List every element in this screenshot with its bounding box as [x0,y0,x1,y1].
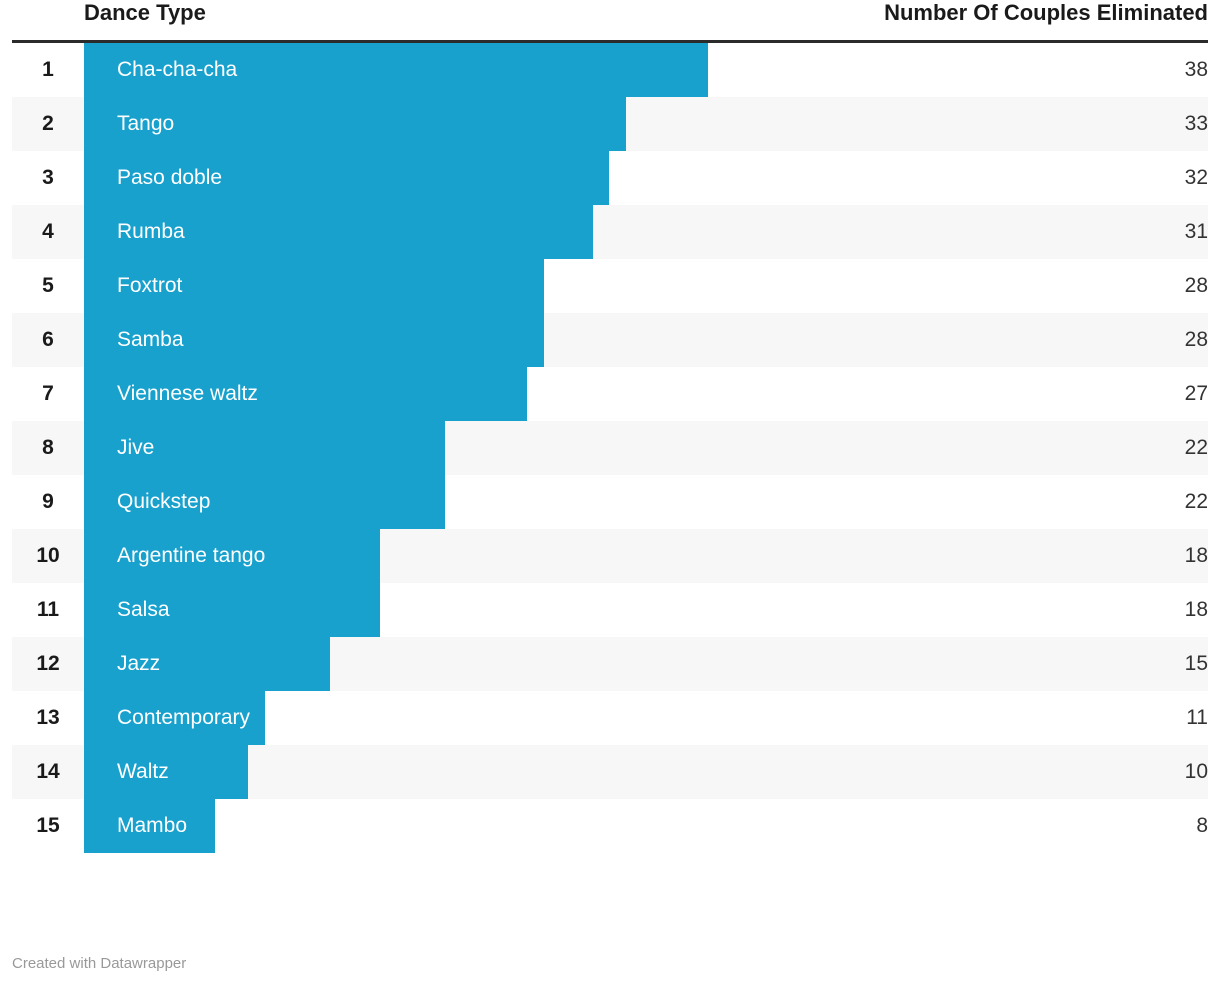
row-value: 15 [646,637,1208,691]
row-rank: 13 [12,691,84,745]
row-value: 18 [646,583,1208,637]
row-value: 22 [646,421,1208,475]
table-row [12,529,1208,583]
table-row [12,367,1208,421]
table-row [12,97,1208,151]
row-dance-type-label: Tango [117,112,175,135]
row-dance-type-cell [84,313,646,367]
table-row [12,151,1208,205]
row-dance-type-label: Jazz [117,652,161,675]
row-dance-type-label: Quickstep [117,490,211,513]
data-table [12,0,1208,853]
row-dance-type-cell [84,367,646,421]
table-body [12,42,1208,854]
row-value: 11 [646,691,1208,745]
row-value: 32 [646,151,1208,205]
row-rank: 10 [12,529,84,583]
table-row [12,691,1208,745]
row-rank: 11 [12,583,84,637]
column-header-dance-type: Dance Type [84,0,646,42]
row-dance-type-label: Viennese waltz [117,382,258,405]
table-row [12,799,1208,853]
row-dance-type-cell [84,151,646,205]
table-row [12,475,1208,529]
row-value: 22 [646,475,1208,529]
row-dance-type-cell [84,583,646,637]
row-dance-type-label: Paso doble [117,166,223,189]
row-rank: 2 [12,97,84,151]
header-row [12,0,1208,42]
row-rank: 12 [12,637,84,691]
row-dance-type-label: Contemporary [117,706,251,729]
row-value: 10 [646,745,1208,799]
row-value: 31 [646,205,1208,259]
row-dance-type-cell [84,42,646,98]
table-row [12,205,1208,259]
row-rank: 4 [12,205,84,259]
table-row [12,583,1208,637]
table-row [12,42,1208,98]
row-dance-type-cell [84,205,646,259]
row-rank: 7 [12,367,84,421]
chart-credit: Created with Datawrapper [12,955,187,972]
row-dance-type-label: Argentine tango [117,544,266,567]
row-dance-type-cell [84,529,646,583]
row-value: 28 [646,259,1208,313]
table-row [12,421,1208,475]
row-dance-type-cell [84,799,646,853]
row-value: 38 [646,42,1208,98]
row-dance-type-label: Mambo [117,814,188,837]
row-dance-type-label: Waltz [117,760,169,783]
row-rank: 3 [12,151,84,205]
table-header [12,0,1208,42]
row-rank: 5 [12,259,84,313]
row-value: 18 [646,529,1208,583]
row-value: 27 [646,367,1208,421]
row-dance-type-cell [84,97,646,151]
table-row [12,637,1208,691]
row-dance-type-cell [84,637,646,691]
row-rank: 8 [12,421,84,475]
row-rank: 9 [12,475,84,529]
row-value: 8 [646,799,1208,853]
row-dance-type-label: Cha-cha-cha [117,58,238,81]
column-header-couples-eliminated: Number Of Couples Eliminated [646,0,1208,42]
row-dance-type-label: Salsa [117,598,170,621]
row-dance-type-cell [84,421,646,475]
column-header-rank [12,0,84,42]
row-rank: 1 [12,42,84,98]
row-dance-type-label: Jive [117,436,155,459]
row-dance-type-label: Rumba [117,220,185,243]
table-row [12,745,1208,799]
table-row [12,313,1208,367]
row-rank: 6 [12,313,84,367]
row-value: 28 [646,313,1208,367]
row-dance-type-label: Foxtrot [117,274,183,297]
row-dance-type-label: Samba [117,328,184,351]
row-value: 33 [646,97,1208,151]
row-dance-type-cell [84,691,646,745]
row-dance-type-cell [84,745,646,799]
row-rank: 15 [12,799,84,853]
row-dance-type-cell [84,475,646,529]
table-row [12,259,1208,313]
row-dance-type-cell [84,259,646,313]
row-rank: 14 [12,745,84,799]
